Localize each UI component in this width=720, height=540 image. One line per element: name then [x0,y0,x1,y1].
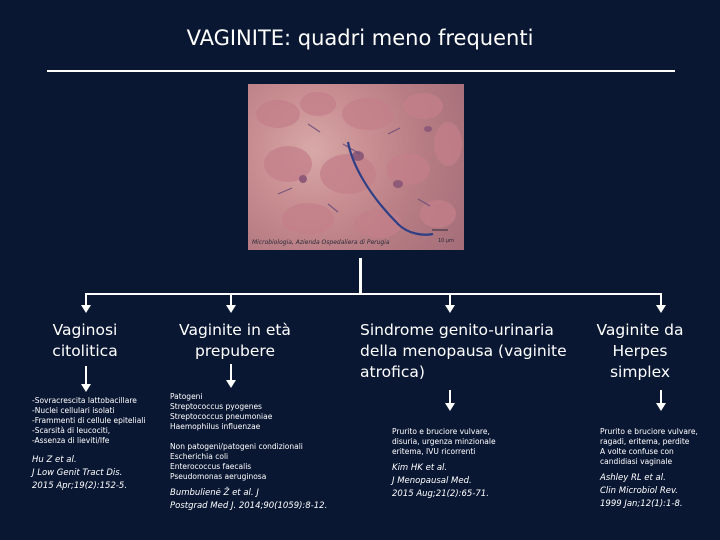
column-1-connector [85,366,87,386]
column-2-arrow [226,380,236,388]
arrow-head-1 [81,305,91,313]
slide-title: VAGINITE: quadri meno frequenti [186,26,534,50]
drop-connector-4 [660,293,662,305]
column-3-connector [449,390,451,404]
title-divider [47,70,675,72]
scale-bar-label: 10 µm [437,238,454,244]
column-heading-vaginosi: Vaginosi citolitica [52,321,118,360]
drop-connector-3 [449,293,451,305]
column-3-arrow [445,403,455,411]
column-details-menopausa: Prurito e bruciore vulvare, disuria, urgenza minzionale eritema, IVU ricorrenti [392,427,496,456]
column-details-vaginosi: -Sovracrescita lattobacillare -Nuclei cellulari isolati -Frammenti di cellule epiteliali -Scarsità di leucociti, -Assenza di lieviti/Ife [32,396,146,445]
arrow-head-2 [226,305,236,313]
drop-connector-2 [230,293,232,305]
column-citation-herpes: Ashley RL et al. Clin Microbiol Rev. 1999 Jan;12(1):1-8. [600,473,683,509]
drop-connector-1 [85,293,87,305]
column-4-arrow [656,403,666,411]
column-heading-prepubere: Vaginite in età prepubere [179,321,291,360]
trunk-connector [359,258,362,294]
column-details-herpes: Prurito e bruciore vulvare, ragadi, eritema, perdite A volte confuse con candidiasi vaginale [600,427,698,466]
microscopy-graphic [248,84,464,250]
column-citation-vaginosi: Hu Z et al. J Low Genit Tract Dis. 2015 Apr;19(2):152-5. [32,455,128,491]
column-heading-menopausa: Sindrome genito-urinaria della menopausa (vaginite atrofica) [360,321,567,381]
arrow-head-4 [656,305,666,313]
arrow-head-3 [445,305,455,313]
column-4-connector [660,390,662,404]
column-1-arrow [81,384,91,392]
column-heading-herpes: Vaginite da Herpes simplex [596,321,684,381]
branch-connector [85,293,662,295]
column-details-prepubere: Patogeni Streptococcus pyogenes Streptococcus pneumoniae Haemophilus influenzae Non patogeni/patogeni condizionali Escherichia coli Enterococcus faecalis Pseudomonas aeruginosa [170,392,303,481]
microscopy-image [248,84,464,250]
column-citation-menopausa: Kim HK et al. J Menopausal Med. 2015 Aug;21(2):65-71. [392,463,489,499]
column-citation-prepubere: Bumbulienė Ž et al. J Postgrad Med J. 2014;90(1059):8-12. [170,488,328,511]
image-caption: Microbiologia, Azienda Ospedaliera di Perugia [252,239,390,246]
